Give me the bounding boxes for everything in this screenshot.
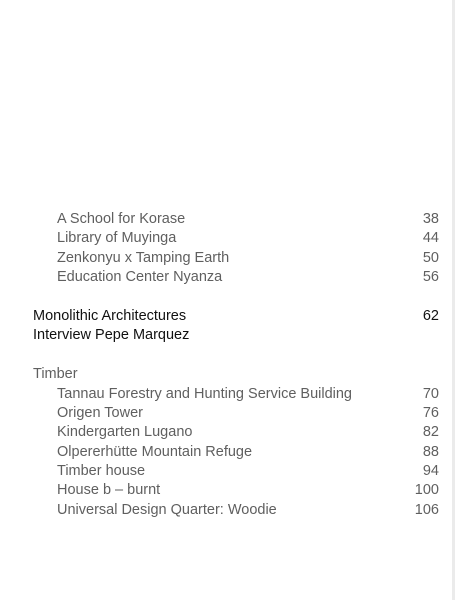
section-gap [33,346,439,365]
toc-section-title: Monolithic Architectures [33,307,187,324]
toc-entry-page: 94 [422,463,439,480]
section-gap [33,288,439,307]
toc-section-heading[interactable] [33,307,439,326]
toc-entry-page: 106 [414,501,439,518]
toc-entry[interactable] [33,404,439,423]
toc-entry-title: House b – burnt [57,482,161,499]
toc-entry-title: Interview Pepe Marquez [33,327,190,344]
toc-entry-title: A School for Korase [57,211,186,227]
toc-entry-page: 88 [422,443,439,460]
toc-entry-page: 70 [422,385,439,402]
toc-entry[interactable] [33,385,439,404]
toc-entry[interactable] [33,229,439,248]
toc-entry[interactable] [33,501,439,520]
toc-entry-title: Kindergarten Lugano [57,424,193,441]
toc-entry-title: Timber house [57,463,146,480]
toc-entry[interactable] [33,249,439,268]
toc-entry-page: 50 [422,249,439,266]
toc-entry-title: Library of Muyinga [57,230,177,247]
toc-section-title: Timber [33,366,78,383]
toc-entry-page: 56 [422,269,439,286]
toc-entry[interactable] [33,423,439,442]
toc-entry[interactable] [33,268,439,287]
toc-entry-title: Universal Design Quarter: Woodie [57,501,277,518]
toc-entry-page: 76 [422,404,439,421]
toc-entry[interactable] [33,210,439,229]
toc-entry-page: 44 [422,230,439,247]
toc-entry-title: Zenkonyu x Tamping Earth [57,249,230,266]
toc-section-heading[interactable] [33,365,439,384]
toc-section-page: 62 [422,307,439,324]
table-of-contents [33,210,439,520]
toc-entry-title: Education Center Nyanza [57,269,223,286]
toc-entry-page: 38 [422,211,439,227]
toc-entry-title: Tannau Forestry and Hunting Service Building [57,385,352,402]
toc-entry-title: Olpererhütte Mountain Refuge [57,443,253,460]
toc-entry[interactable] [33,443,439,462]
toc-entry-title: Origen Tower [57,404,143,421]
toc-entry[interactable] [33,462,439,481]
toc-entry[interactable] [33,326,439,345]
toc-entry[interactable] [33,481,439,500]
toc-entry-page: 82 [422,424,439,441]
page-edge [452,0,455,600]
toc-entry-page: 100 [414,482,439,499]
